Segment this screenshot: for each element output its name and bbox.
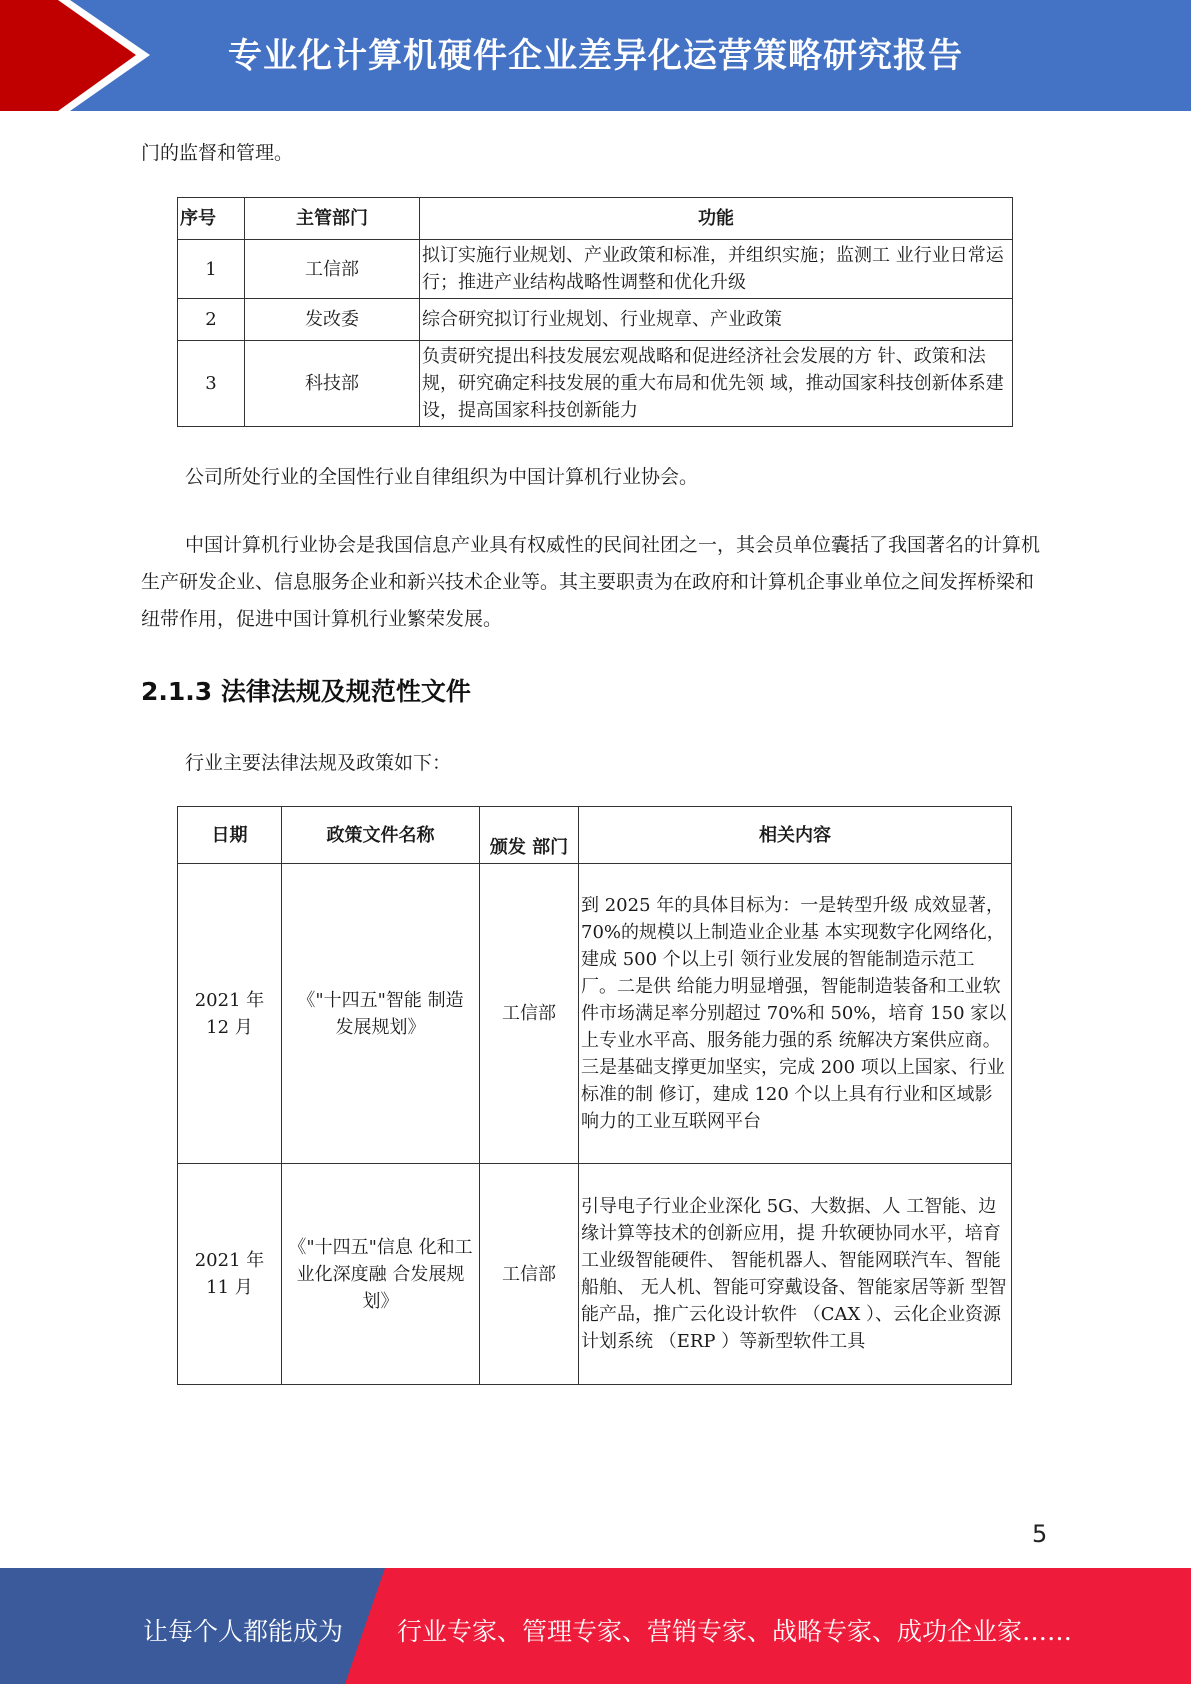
cell-policy-name: 《"十四五"信息 化和工业化深度融 合发展规划》 [282, 1164, 480, 1385]
col-header-no: 序号 [178, 198, 245, 240]
header-arrow-decoration [0, 0, 160, 111]
cell-dept: 工信部 [480, 864, 579, 1164]
col-header-date: 日期 [178, 807, 282, 864]
col-header-dept: 颁发 部门 [480, 807, 579, 864]
departments-table [177, 197, 1013, 427]
table-row [178, 341, 1013, 427]
cell-no: 1 [178, 240, 245, 299]
intro-line: 门的监督和管理。 [141, 142, 294, 164]
cell-func: 综合研究拟订行业规划、行业规章、产业政策 [420, 299, 1013, 341]
cell-no: 2 [178, 299, 245, 341]
cell-dept: 科技部 [245, 341, 420, 427]
cell-date: 2021 年 12 月 [178, 864, 282, 1164]
report-title: 专业化计算机硬件企业差异化运营策略研究报告 [228, 36, 963, 76]
page-footer-banner [0, 1568, 1191, 1684]
col-header-name: 政策文件名称 [282, 807, 480, 864]
col-header-dept: 主管部门 [245, 198, 420, 240]
page-number: 5 [1032, 1520, 1048, 1548]
policies-table [177, 806, 1012, 1385]
paragraph-policies-intro: 行业主要法律法规及政策如下： [185, 752, 452, 774]
table-row [178, 240, 1013, 299]
cell-policy-name: 《"十四五"智能 制造发展规划》 [282, 864, 480, 1164]
table-row [178, 1164, 1012, 1385]
cell-func: 拟订实施行业规划、产业政策和标准，并组织实施；监测工 业行业日常运行；推进产业结构战略性调整和优化升级 [420, 240, 1013, 299]
cell-dept: 工信部 [245, 240, 420, 299]
paragraph-association-description: 中国计算机行业协会是我国信息产业具有权威性的民间社团之一，其会员单位囊括了我国著名的计算机生产研发企业、信息服务企业和新兴技术企业等。其主要职责为在政府和计算机企事业单位之间发挥桥梁和纽带作用，促进中国计算机行业繁荣发展。 [141, 534, 1041, 630]
col-header-content: 相关内容 [579, 807, 1012, 864]
col-header-func: 功能 [420, 198, 1013, 240]
paragraph-industry-association: 公司所处行业的全国性行业自律组织为中国计算机行业协会。 [185, 466, 699, 488]
cell-content: 到 2025 年的具体目标为：一是转型升级 成效显著，70%的规模以上制造业企业基 本实现数字化网络化，建成 500 个以上引 领行业发展的智能制造示范工厂。二是供 给能力明显增强，智能制造装备和工业软 件市场满足率分别超过 70%和 50%，培育 150 家以上专业水平高、服务能力强的系 统解决方案供应商。三是基础支撑更加坚实，完成 200 项以上国家、行业标准的制 修订，建成 120 个以上具有行业和区域影 响力的工业互联网平台 [579, 864, 1012, 1164]
cell-content: 引导电子行业企业深化 5G、大数据、人 工智能、边缘计算等技术的创新应用，提 升软硬协同水平，培育工业级智能硬件、 智能机器人、智能网联汽车、智能船舶、 无人机、智能可穿戴设备、智能家居等新 型智能产品，推广云化设计软件 （CAX ）、云化企业资源计划系统 （ERP ）等新型软件工具 [579, 1164, 1012, 1385]
cell-func: 负责研究提出科技发展宏观战略和促进经济社会发展的方 针、政策和法规，研究确定科技发展的重大布局和优先领 域，推动国家科技创新体系建设，提高国家科技创新能力 [420, 341, 1013, 427]
cell-no: 3 [178, 341, 245, 427]
cell-dept: 工信部 [480, 1164, 579, 1385]
cell-dept: 发改委 [245, 299, 420, 341]
table-header-row [178, 807, 1012, 864]
footer-slogan-left: 让每个人都能成为 [143, 1617, 344, 1646]
table-header-row [178, 198, 1013, 240]
cell-date: 2021 年 11 月 [178, 1164, 282, 1385]
page-header-banner [0, 0, 1191, 111]
footer-slogan-right: 行业专家、管理专家、营销专家、战略专家、成功企业家…… [397, 1617, 1073, 1646]
table-row [178, 864, 1012, 1164]
section-heading: 2.1.3 法律法规及规范性文件 [141, 677, 471, 706]
table-row [178, 299, 1013, 341]
